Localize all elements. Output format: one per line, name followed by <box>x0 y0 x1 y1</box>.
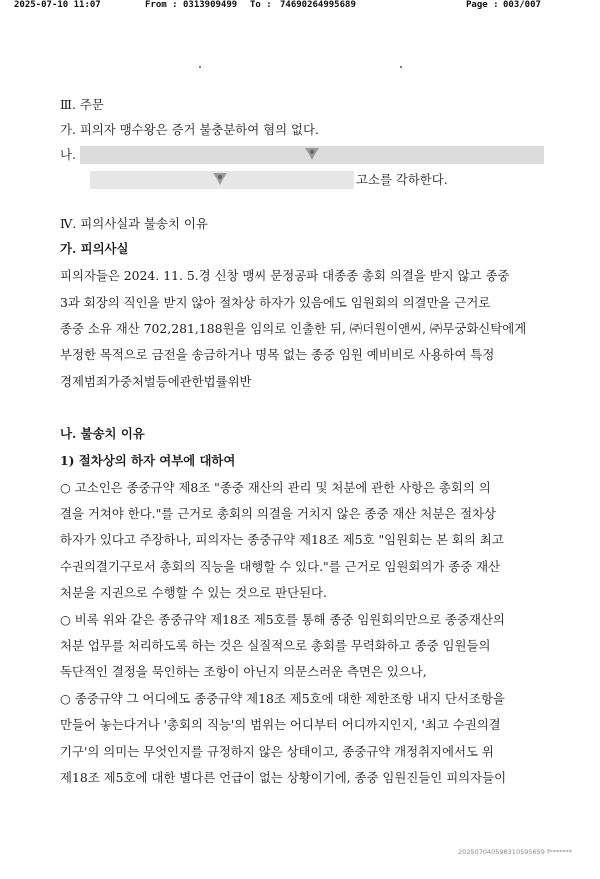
reason-line: ○ 비록 위와 같은 종중규약 제18조 제5호를 통해 종중 임원회의만으로 종중재산의 <box>60 612 505 627</box>
seal-icon <box>303 146 321 162</box>
facts-line: 경제범죄가중처벌등에관한법률위반 <box>60 374 252 389</box>
fax-from-label: From : <box>145 0 178 10</box>
scan-dot <box>199 66 201 68</box>
fax-to-number: 74690264995689 <box>280 0 356 10</box>
reason-line: 하자가 있다고 주장하나, 피의자는 종중규약 제18조 제5호 "임원회는 본 회의 최고 <box>60 532 504 547</box>
subsection-a-title: 가. 피의사실 <box>60 241 129 256</box>
fax-from-number: 0313909499 <box>183 0 238 10</box>
fax-datetime: 2025-07-10 11:07 <box>14 0 101 10</box>
reason-line: 제18조 제5호에 대한 별다른 언급이 없는 상황이기에, 종중 임원진들인 피의자들이 <box>60 770 507 785</box>
reason-line: 결을 거쳐야 한다."를 근거로 총회의 의결을 거치지 않은 종중 재산 처분은 절차상 <box>60 506 496 521</box>
section4-title: Ⅳ. 피의사실과 불송치 이유 <box>60 216 208 231</box>
reason-line: ○ 고소인은 종중규약 제8조 "종중 재산의 관리 및 처분에 관한 사항은 총회의 의 <box>60 480 491 495</box>
section3-item-b-prefix: 나. <box>60 147 76 162</box>
facts-line: 피의자들은 2024. 11. 5.경 신창 맹씨 문정공파 대종종 총회 의결을 받지 않고 종중 <box>60 268 510 283</box>
fax-page-label: Page : <box>466 0 499 10</box>
fax-page-value: 003/007 <box>503 0 541 10</box>
subsection-b-1-title: 1) 절차상의 하자 여부에 대하여 <box>60 453 236 468</box>
reason-line: 기구'의 의미는 무엇인지를 규정하지 않은 상태이고, 종중규약 개정취지에서도 위 <box>60 744 494 759</box>
scan-dot <box>400 66 402 68</box>
reason-line: 처분 업무를 처리하도록 하는 것은 실질적으로 총회를 무력화하고 종중 임원들의 <box>60 638 491 653</box>
document-footer-code: 20250704059631059565​9 f******* <box>458 848 572 856</box>
fax-to-label: To : <box>250 0 272 10</box>
section3-title: Ⅲ. 주문 <box>60 97 104 112</box>
section3-item-a: 가. 피의자 맹수왕은 증거 불충분하여 혐의 없다. <box>60 122 319 137</box>
facts-line: 3과 회장의 직인을 받지 않아 절차상 하자가 있음에도 임원회의 의결만을 근거로 <box>60 295 491 310</box>
reason-line: 수권의결기구로서 총회의 직능을 대행할 수 있다."를 근거로 임원회의가 종중 재산 <box>60 559 501 574</box>
reason-line: 독단적인 결정을 묵인하는 조항이 아닌지 의문스러운 측면은 있으나, <box>60 664 427 679</box>
reason-line: 만들어 놓는다거나 '총회의 직능'의 범위는 어디부터 어디까지인지, '최고 수권의결 <box>60 717 501 732</box>
facts-line: 종중 소유 재산 702,281,188원을 임의로 인출한 뒤, ㈜더원이앤씨, ㈜무궁화신탁에게 <box>60 321 527 336</box>
seal-icon <box>211 171 229 187</box>
reason-line: ○ 종중규약 그 어디에도 종중규약 제18조 제5호에 대한 제한조항 내지 단서조항을 <box>60 691 505 706</box>
section3-item-b-suffix: 고소를 각하한다. <box>356 172 448 187</box>
subsection-b-title: 나. 불송치 이유 <box>60 426 145 441</box>
facts-line: 부정한 목적으로 금전을 송금하거나 명목 없는 종중 임원 예비비로 사용하여 특정 <box>60 347 495 362</box>
reason-line: 처분을 지권으로 수행할 수 있는 것으로 판단된다. <box>60 585 327 600</box>
